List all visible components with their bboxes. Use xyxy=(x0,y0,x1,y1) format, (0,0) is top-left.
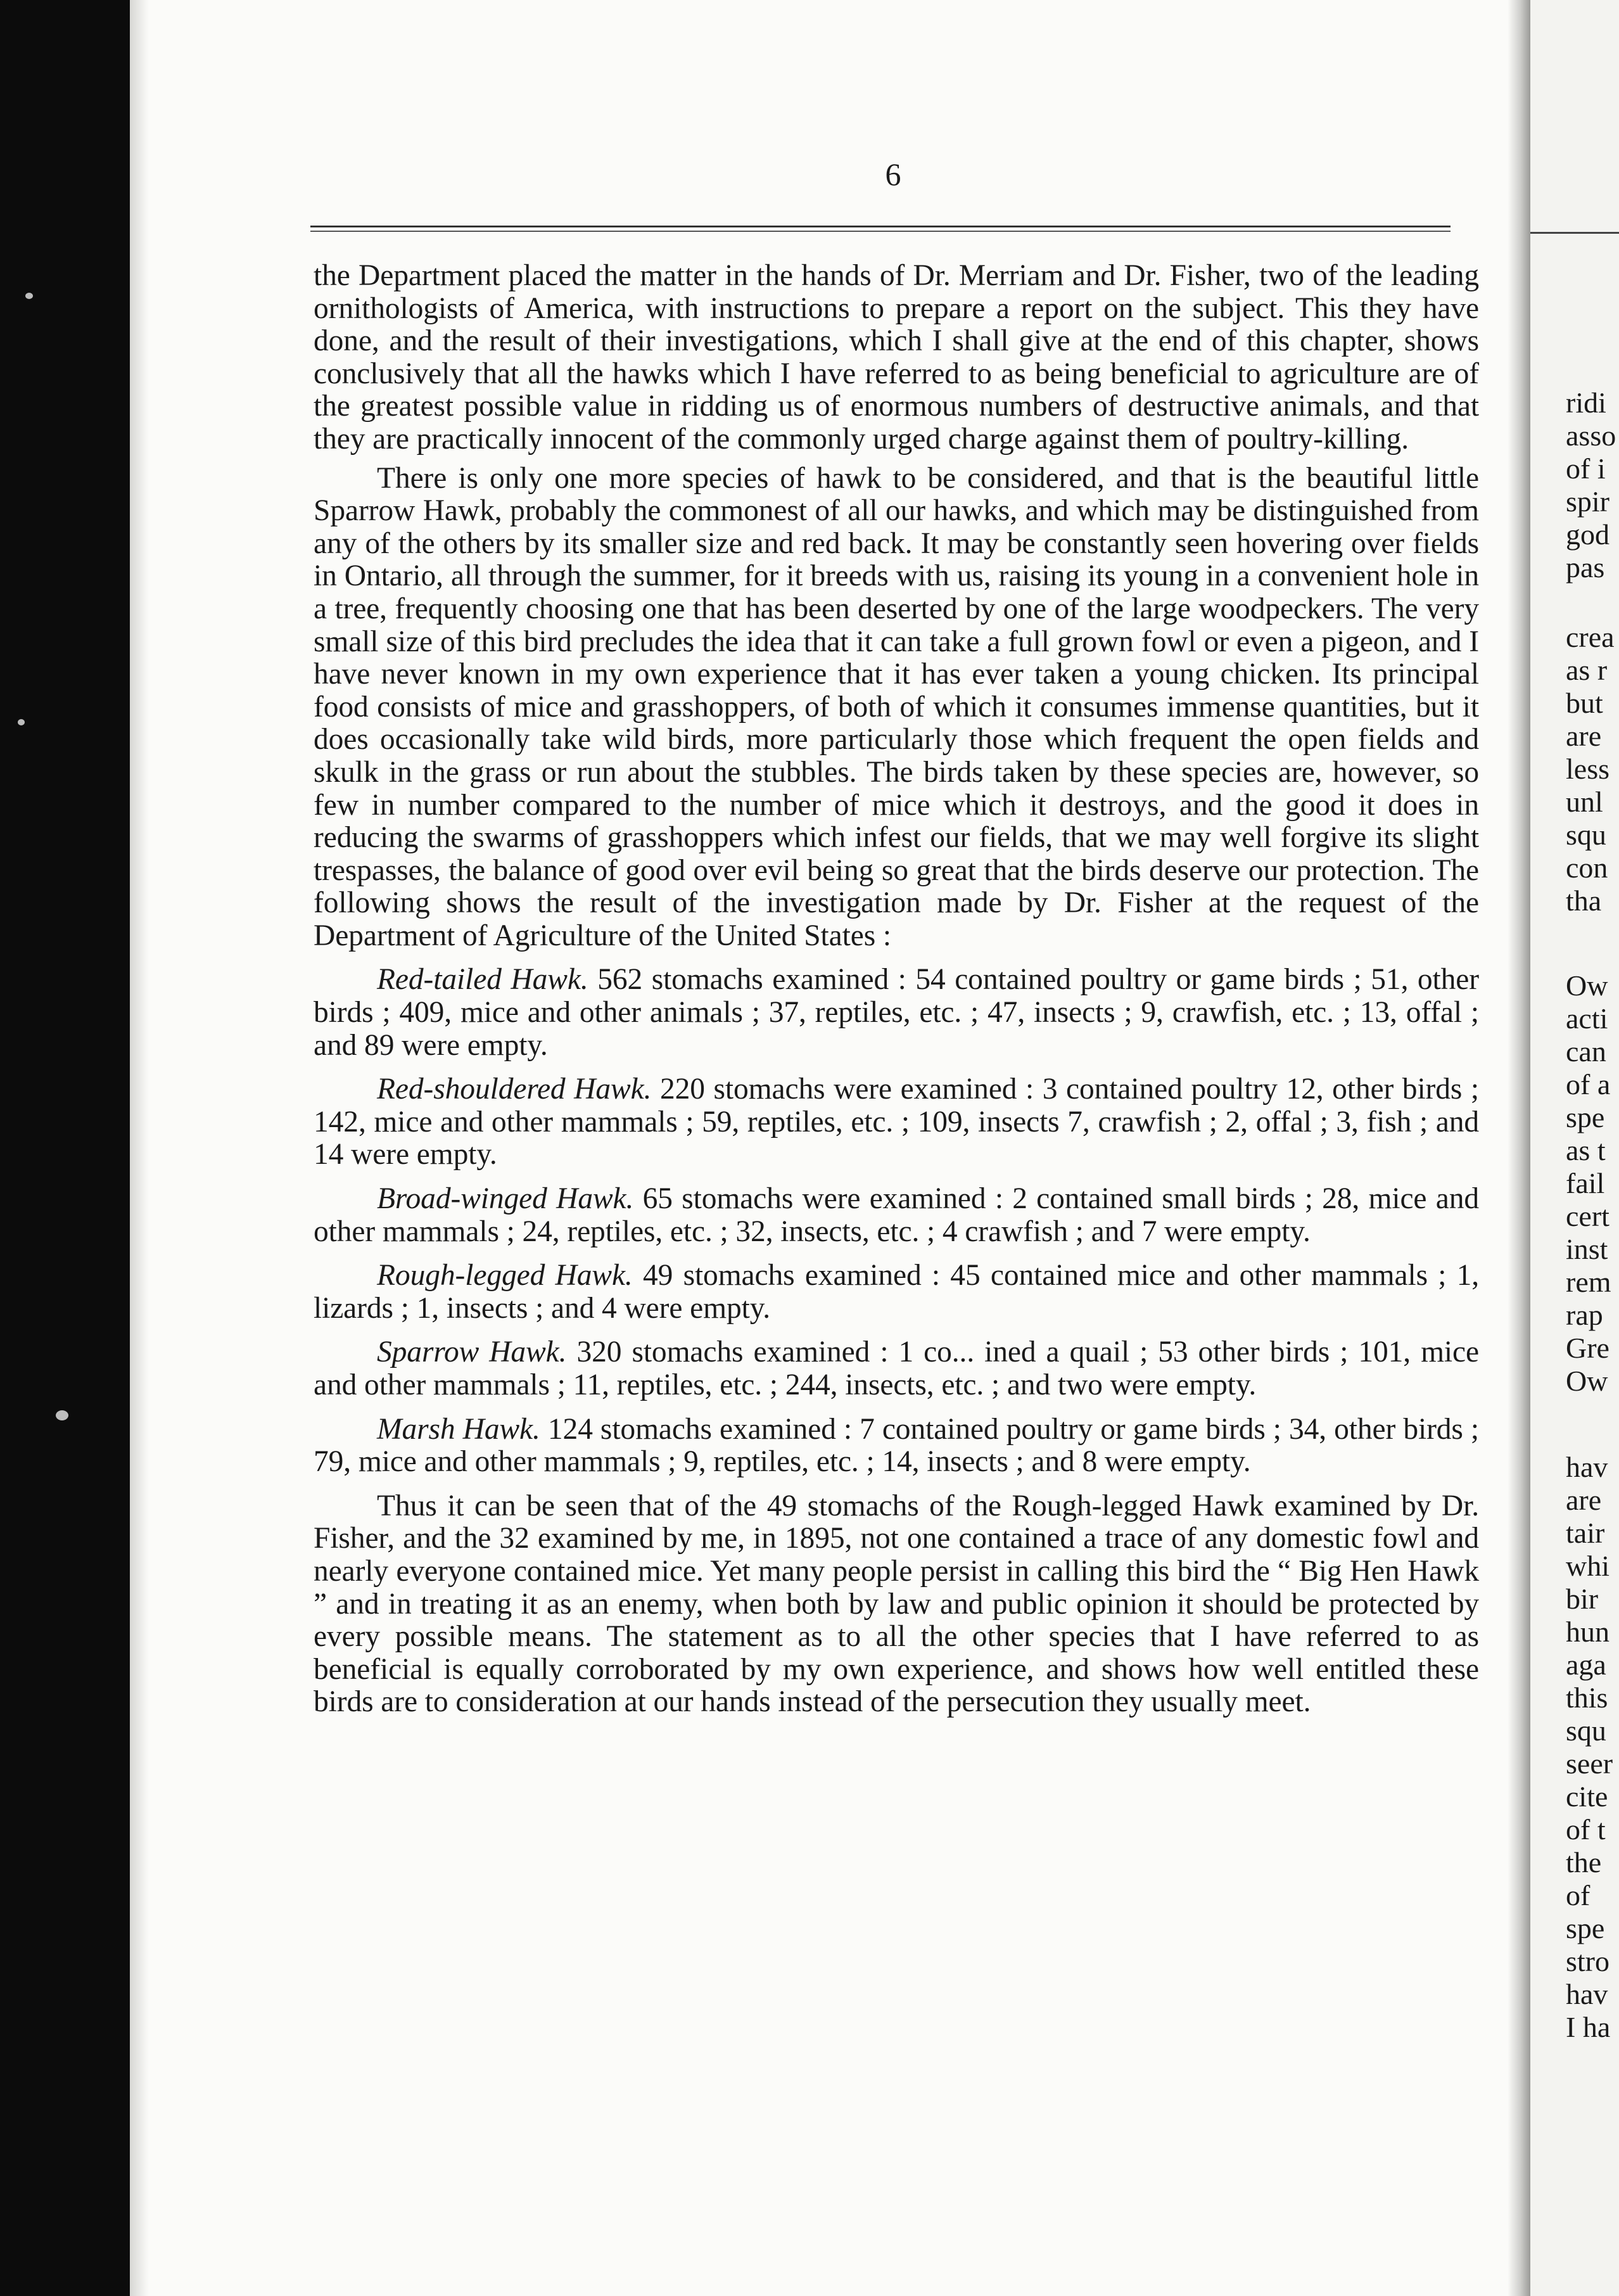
facing-page-fragment: god xyxy=(1566,518,1609,551)
facing-page-fragment: rem xyxy=(1566,1266,1611,1298)
facing-page-fragment: spir xyxy=(1566,485,1609,518)
facing-page-fragment: hav xyxy=(1566,1978,1608,2010)
facing-page-fragment: squ xyxy=(1566,819,1606,851)
body-text xyxy=(314,260,1479,1719)
facing-page-fragment: cite xyxy=(1566,1780,1608,1813)
facing-page-fragment: con xyxy=(1566,851,1608,884)
paragraph-sparrow-hawk: There is only one more species of hawk to be considered, and that is the beautiful little Sparrow Hawk, probably the commonest of all our hawks, and which may be distinguished from any of the others by its smaller size and red back. It may be constantly seen hovering over fields in Ontario, all through the summer, for it breeds with us, raising its young in a convenient hole in a tree, frequently choosing one that has been deserted by one of the large woodpeckers. The very small size of this bird precludes the idea that it can take a full grown fowl or even a pigeon, and I have never known in my own experience that it has ever taken a young chicken. Its principal food consists of mice and grasshoppers, of both of which it consumes immense quantities, but it does occasionally take wild birds, more particularly those which frequent the open fields and skulk in the grass or run about the stubbles. The birds taken by these species are, however, so few in number compared to the number of mice which it destroys, and the good it does in reducing the swarms of grasshoppers which infest our fields, that we may well forgive its slight trespasses, the balance of good over evil being so great that the birds deserve our protection. The following shows the result of the investigation made by Dr. Fisher at the request of the Department of Agriculture of the United States : xyxy=(314,461,1479,952)
page-number: 6 xyxy=(885,156,901,192)
facing-page-fragment: hun xyxy=(1566,1616,1609,1648)
species-name: Sparrow Hawk. xyxy=(377,1336,567,1369)
record-red-shouldered-hawk xyxy=(314,1073,1479,1171)
facing-page-fragment: tha xyxy=(1566,884,1602,917)
facing-page-fragment: Ow xyxy=(1566,1365,1608,1397)
record-broad-winged-hawk xyxy=(314,1183,1479,1248)
facing-page-fragment: this xyxy=(1566,1681,1608,1714)
record-text: 320 stomachs examined : 1 co... ined a quail ; 53 other birds ; 101, mice and other mammals ; 11, reptiles, etc. ; 244, insects, etc. ; and two were empty. xyxy=(314,1336,1479,1401)
facing-page-fragment: of xyxy=(1566,1879,1590,1911)
book-gutter xyxy=(1508,0,1530,2296)
facing-page-fragment: are xyxy=(1566,720,1602,752)
facing-page-fragment: less xyxy=(1566,753,1609,785)
record-red-tailed-hawk xyxy=(314,964,1479,1062)
facing-page-fragment: inst xyxy=(1566,1233,1608,1265)
record-text: 49 stomachs examined : 45 contained mice and other mammals ; 1, lizards ; 1, insects ; and 4 were empty. xyxy=(314,1259,1480,1325)
record-marsh-hawk xyxy=(314,1413,1479,1479)
facing-page-fragment: tair xyxy=(1566,1517,1605,1549)
facing-page-fragment: unl xyxy=(1566,786,1603,818)
facing-page-fragment: of i xyxy=(1566,452,1606,485)
facing-page-fragment: asso xyxy=(1566,419,1616,452)
facing-page-fragment: of t xyxy=(1566,1813,1606,1846)
record-text: 220 stomachs were examined : 3 contained poultry 12, other birds ; 142, mice and other mammals ; 59, reptiles, etc. ; 109, insects 7, crawfish ; 2, offal ; 3, fish ; and 14 were empty. xyxy=(314,1073,1479,1171)
facing-page-fragment: acti xyxy=(1566,1002,1608,1035)
species-name: Red-tailed Hawk. xyxy=(377,963,588,997)
header-rule xyxy=(310,226,1451,232)
scan-speck xyxy=(25,293,33,299)
facing-page-fragment: hav xyxy=(1566,1451,1608,1483)
facing-page-fragment: pas xyxy=(1566,551,1605,584)
facing-page-fragment: seer xyxy=(1566,1747,1613,1780)
facing-page-fragment: cert xyxy=(1566,1200,1609,1232)
facing-page-fragment: fail xyxy=(1566,1167,1605,1199)
facing-page-fragment: as r xyxy=(1566,654,1608,686)
facing-page-fragment: can xyxy=(1566,1035,1606,1068)
record-text: 65 stomachs were examined : 2 contained small birds ; 28, mice and other mammals ; 24, reptiles, etc. ; 32, insects, etc. ; 4 crawfish ; and 7 were empty. xyxy=(314,1182,1479,1248)
facing-page-fragment: rap xyxy=(1566,1299,1603,1331)
facing-page-fragment: ridi xyxy=(1566,386,1606,419)
record-text: 562 stomachs examined : 54 contained poultry or game birds ; 51, other birds ; 409, mice and other animals ; 37, reptiles, etc. ; 47, insects ; 9, crawfish, etc. ; 13, offal ; and 89 were empty. xyxy=(314,963,1480,1062)
record-sparrow-hawk xyxy=(314,1336,1479,1401)
record-rough-legged-hawk xyxy=(314,1260,1479,1325)
facing-page-fragment: bir xyxy=(1566,1583,1599,1615)
species-name: Red-shouldered Hawk. xyxy=(377,1073,652,1106)
facing-page-fragment: the xyxy=(1566,1846,1602,1878)
paragraph-intro: the Department placed the matter in the hands of Dr. Merriam and Dr. Fisher, two of the leading ornithologists of America, with instructions to prepare a report on the subject. This they have done, and the result of their investigations, which I shall give at the end of this chapter, shows conclusively that all the hawks which I have referred to as being beneficial to agriculture are of the greatest possible value in ridding us of enormous numbers of destructive animals, and that they are practically innocent of the commonly urged charge against them of poultry-killing. xyxy=(314,259,1479,456)
facing-page-fragment: of a xyxy=(1566,1068,1611,1100)
facing-page-fragment: as t xyxy=(1566,1134,1606,1166)
facing-page-fragment: crea xyxy=(1566,621,1615,653)
facing-page-fragment: squ xyxy=(1566,1714,1606,1747)
facing-page-fragment: spe xyxy=(1566,1912,1605,1944)
facing-page-fragment: whi xyxy=(1566,1550,1609,1582)
species-name: Rough-legged Hawk. xyxy=(377,1259,633,1292)
species-name: Marsh Hawk. xyxy=(377,1412,540,1446)
facing-page-fragment: aga xyxy=(1566,1649,1606,1681)
facing-page-fragment: but xyxy=(1566,687,1603,719)
scan-speck xyxy=(18,719,25,725)
species-name: Broad-winged Hawk. xyxy=(377,1182,634,1216)
page-edge-shadow xyxy=(130,0,149,2296)
paragraph-closing: Thus it can be seen that of the 49 stomachs of the Rough-legged Hawk examined by Dr. Fisher, and the 32 examined by me, in 1895, not one contained a trace of any domestic fowl and nearly everyone contained mice. Yet many people persist in calling this bird the “ Big Hen Hawk ” and in treating it as an enemy, when both by law and public opinion it should be protected by every possible means. The statement as to all the other species that I have referred to as beneficial is equally corroborated by my own experience, and shows how well entitled these birds are to consideration at our hands instead of the persecution they usually meet. xyxy=(314,1489,1479,1719)
scan-speck xyxy=(56,1410,68,1420)
facing-page-fragment: are xyxy=(1566,1484,1602,1516)
facing-page-fragment: I ha xyxy=(1566,2011,1611,2043)
facing-page-edge xyxy=(1530,0,1619,2296)
facing-page-fragment: spe xyxy=(1566,1101,1605,1133)
facing-page-fragment: Gre xyxy=(1566,1332,1609,1364)
facing-page-fragment: stro xyxy=(1566,1945,1609,1977)
facing-page-rule xyxy=(1530,232,1619,234)
record-text: 124 stomachs examined : 7 contained poultry or game birds ; 34, other birds ; 79, mice and other mammals ; 9, reptiles, etc. ; 14, insects ; and 8 were empty. xyxy=(314,1412,1479,1479)
facing-page-fragment: Ow xyxy=(1566,969,1608,1002)
